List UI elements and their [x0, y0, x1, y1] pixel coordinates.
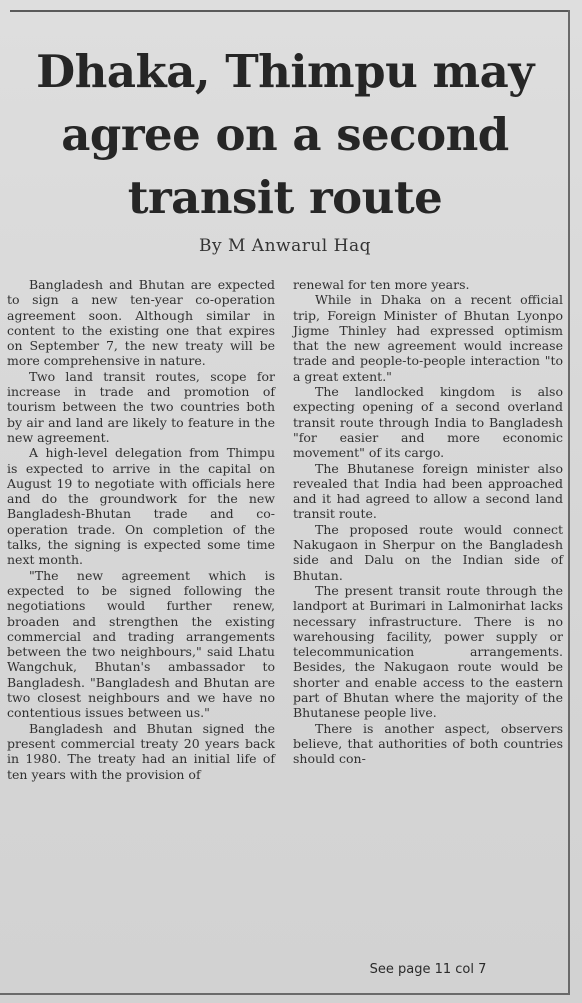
article-column-right — [293, 277, 563, 767]
paragraph: renewal for ten more years. — [293, 277, 470, 292]
paragraph: Bangladesh and Bhutan signed the present commercial treaty 20 years back in 1980. The treaty had an initial life of ten years with the provision of — [7, 720, 275, 782]
paragraph: There is another aspect, observers believe, that authorities of both countries should con- — [293, 720, 563, 767]
top-rule — [10, 10, 568, 12]
paragraph: A high-level delegation from Thimpu is expected to arrive in the capital on August 19 to negotiate with officials here and do the groundwork for the new Bangladesh-Bhutan trade and co-operation trade. On completion of the talks, the signing is expected some time next month. — [7, 445, 275, 568]
paragraph: "The new agreement which is expected to be signed following the negotiations would further renew, broaden and strengthen the existing commercial and trading arrangements between the two neighbours," said Lhatu Wangchuk, Bhutan's ambassador to Bangladesh. "Bangladesh and Bhutan are two closest neighbours and we have no contentious issues between us." — [7, 567, 275, 721]
bottom-rule — [0, 993, 570, 995]
paragraph: Two land transit routes, scope for increase in trade and promotion of tourism between the two countries both by air and land are likely to feature in the new agreement. — [7, 368, 275, 445]
paragraph: The landlocked kingdom is also expecting opening of a second overland transit route through India to Bangladesh "for easier and more economic movement" of its cargo. — [293, 384, 563, 461]
paragraph: While in Dhaka on a recent official trip, Foreign Minister of Bhutan Lyonpo Jigme Thinley had expressed optimism that the new agreement would increase trade and people-to-people interaction "to a great extent." — [293, 292, 563, 384]
byline: By M Anwarul Haq — [199, 236, 371, 256]
paragraph: Bangladesh and Bhutan are expected to sign a new ten-year co-operation agreement soon. Although similar in content to the existing one that expires on September 7, the new treaty will be more comprehensive in nature. — [7, 277, 275, 369]
paragraph: The Bhutanese foreign minister also revealed that India had been approached and it had agreed to allow a second land transit route. — [293, 460, 563, 522]
paragraph: The present transit route through the landport at Burimari in Lalmonirhat lacks necessary infrastructure. There is no warehousing facility, power supply or telecommunication arrangements. Besides, the Nakugaon route would be shorter and enable access to the eastern part of Bhutan where the majority of the Bhutanese people live. — [293, 582, 563, 721]
paragraph: The proposed route would connect Nakugaon in Sherpur on the Bangladesh side and Dalu on the Indian side of Bhutan. — [293, 521, 563, 583]
headline: Dhaka, Thimpu may agree on a second transit route — [36, 45, 534, 224]
continued-on-line: See page 11 col 7 — [369, 962, 487, 977]
article-column-left — [7, 277, 275, 782]
